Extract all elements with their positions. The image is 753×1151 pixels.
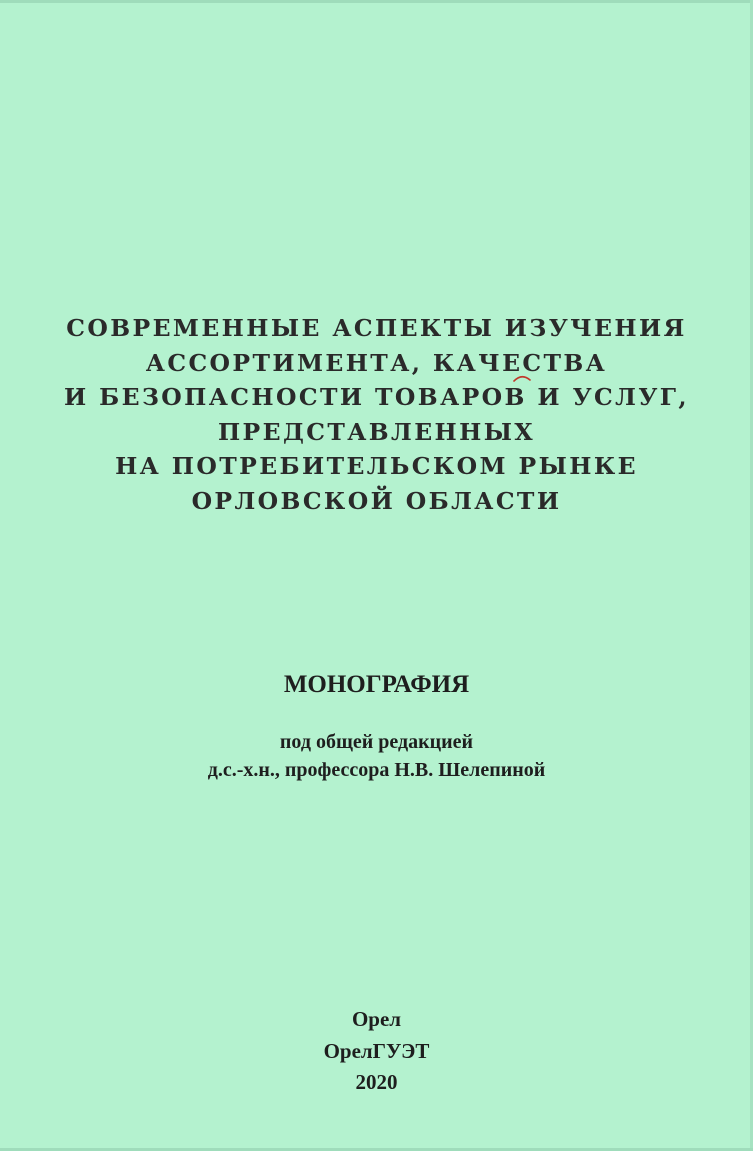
editor-credit-line: под общей редакцией <box>279 731 474 753</box>
cover-top-edge <box>0 0 753 3</box>
editor-credit-line: д.с.-х.н., профессора Н.В. Шелепиной <box>207 759 546 781</box>
book-title-line: НА ПОТРЕБИТЕЛЬСКОМ РЫНКЕ <box>115 452 638 480</box>
book-title <box>0 311 753 518</box>
book-title-line: ОРЛОВСКОЙ ОБЛАСТИ <box>191 486 562 515</box>
publisher-imprint <box>0 1004 753 1099</box>
book-title-line: И БЕЗОПАСНОСТИ ТОВАРОВ И УСЛУГ, <box>63 383 690 411</box>
document-type: МОНОГРАФИЯ <box>283 671 470 698</box>
book-title-line: ПРЕДСТАВЛЕННЫХ <box>217 417 536 446</box>
book-title-line: АССОРТИМЕНТА, КАЧЕСТВА <box>145 348 608 377</box>
imprint-city: Орел <box>351 1007 402 1031</box>
handwritten-pen-mark <box>512 374 532 384</box>
imprint-year: 2020 <box>355 1070 398 1094</box>
editor-credit <box>0 728 753 784</box>
book-title-line: СОВРЕМЕННЫЕ АСПЕКТЫ ИЗУЧЕНИЯ <box>66 314 687 342</box>
imprint-publisher: ОрелГУЭТ <box>323 1038 430 1063</box>
